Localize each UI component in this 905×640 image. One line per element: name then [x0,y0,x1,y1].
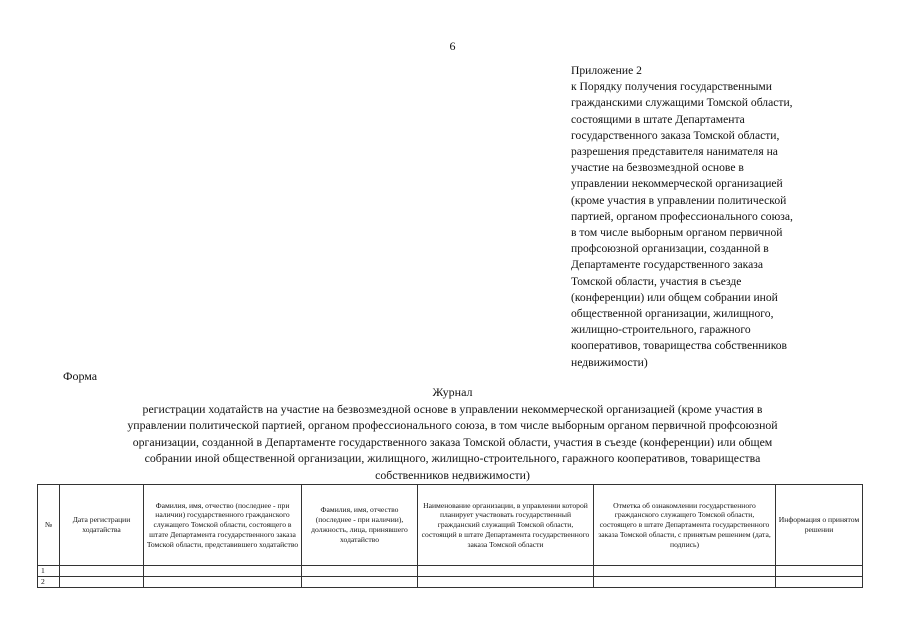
table-cell[interactable] [776,577,863,588]
table-cell[interactable] [594,577,776,588]
column-header: Информация о принятом решении [776,485,863,566]
appendix-line: участие на безвозмездной основе в [571,161,744,175]
table-cell[interactable] [418,566,594,577]
form-label: Форма [63,369,98,383]
journal-subtitle-line: собрании иной общественной организации, жилищного, жилищно-строительного, гаражного кооперативов, товарищества [144,451,761,466]
appendix-line: к Порядку получения государственными [571,80,772,94]
table-row [38,566,863,577]
table-cell[interactable] [144,577,302,588]
table-cell[interactable] [60,577,144,588]
table-header-row [38,485,863,566]
appendix-line: (кроме участия в управлении политической [571,193,787,207]
table-row [38,577,863,588]
appendix-block [571,63,871,371]
appendix-line: (конференции) или общем собрании иной [571,290,778,304]
column-header: Фамилия, имя, отчество (последнее - при наличии), должность, лица, принявшего ходатайство [302,485,418,566]
appendix-title: Приложение 2 [571,64,642,77]
table-cell[interactable] [418,577,594,588]
column-header: № [38,485,60,566]
appendix-line: управлении некоммерческой организацией [571,177,783,191]
table-cell[interactable] [302,577,418,588]
appendix-line: Департаменте государственного заказа [571,258,763,272]
column-header: Отметка об ознакомлении государственного гражданского служащего Томской области, состоящего в штате Департамента государственного заказа Томской области, с принятым решением (дата, подпись) [594,485,776,566]
journal-subtitle-line: регистрации ходатайств на участие на безвозмездной основе в управлении некоммерческой организацией (кроме участия в [142,402,763,416]
table-cell[interactable] [594,566,776,577]
journal-subtitle-line: собственников недвижимости) [375,467,530,482]
appendix-line: в том числе выборным органом первичной [571,226,783,240]
table-cell[interactable] [776,566,863,577]
journal-subtitle-line: управлении политической партией, органом профессионального союза, в том числе выборным органом первичной профсоюзной [127,418,778,433]
appendix-line: партией, органом профессионального союза, [571,209,793,223]
appendix-line: недвижимости) [571,355,648,369]
appendix-line: гражданскими служащими Томской области, [571,96,793,110]
column-header: Наименование организации, в управлении которой планирует участвовать государственный гражданский служащий Томской области, состоящий в штате Департамента государственного заказа Томской области [418,485,594,566]
appendix-line: государственного заказа Томской области, [571,128,780,142]
appendix-line: состоящими в штате Департамента [571,112,745,126]
table-body [38,566,863,588]
appendix-line: общественной организации, жилищного, [571,307,774,321]
appendix-line: профсоюзной организации, созданной в [571,242,769,256]
column-header: Дата регистрации ходатайства [60,485,144,566]
table-cell[interactable] [60,566,144,577]
journal-title: Журнал [432,385,473,399]
table-cell[interactable] [144,566,302,577]
row-number-cell: 1 [38,566,60,577]
journal-subtitle-line: организации, созданной в Департаменте государственного заказа Томской области, участия в съезде (конференции) или общем [132,434,773,449]
journal-table [37,484,863,588]
appendix-line: кооперативов, товарищества собственников [571,339,788,353]
appendix-line: Томской области, участия в съезде [571,274,742,288]
page-number: 6 [449,39,456,53]
column-header: Фамилия, имя, отчество (последнее - при наличии) государственного гражданского служащего Томской области, состоящего в штате Департамента государственного заказа Томской области, представившего ходатайство [144,485,302,566]
journal-subtitle [40,401,865,483]
appendix-line: разрешения представителя нанимателя на [571,145,778,159]
row-number-cell: 2 [38,577,60,588]
table-cell[interactable] [302,566,418,577]
appendix-line: жилищно-строительного, гаражного [571,323,751,337]
